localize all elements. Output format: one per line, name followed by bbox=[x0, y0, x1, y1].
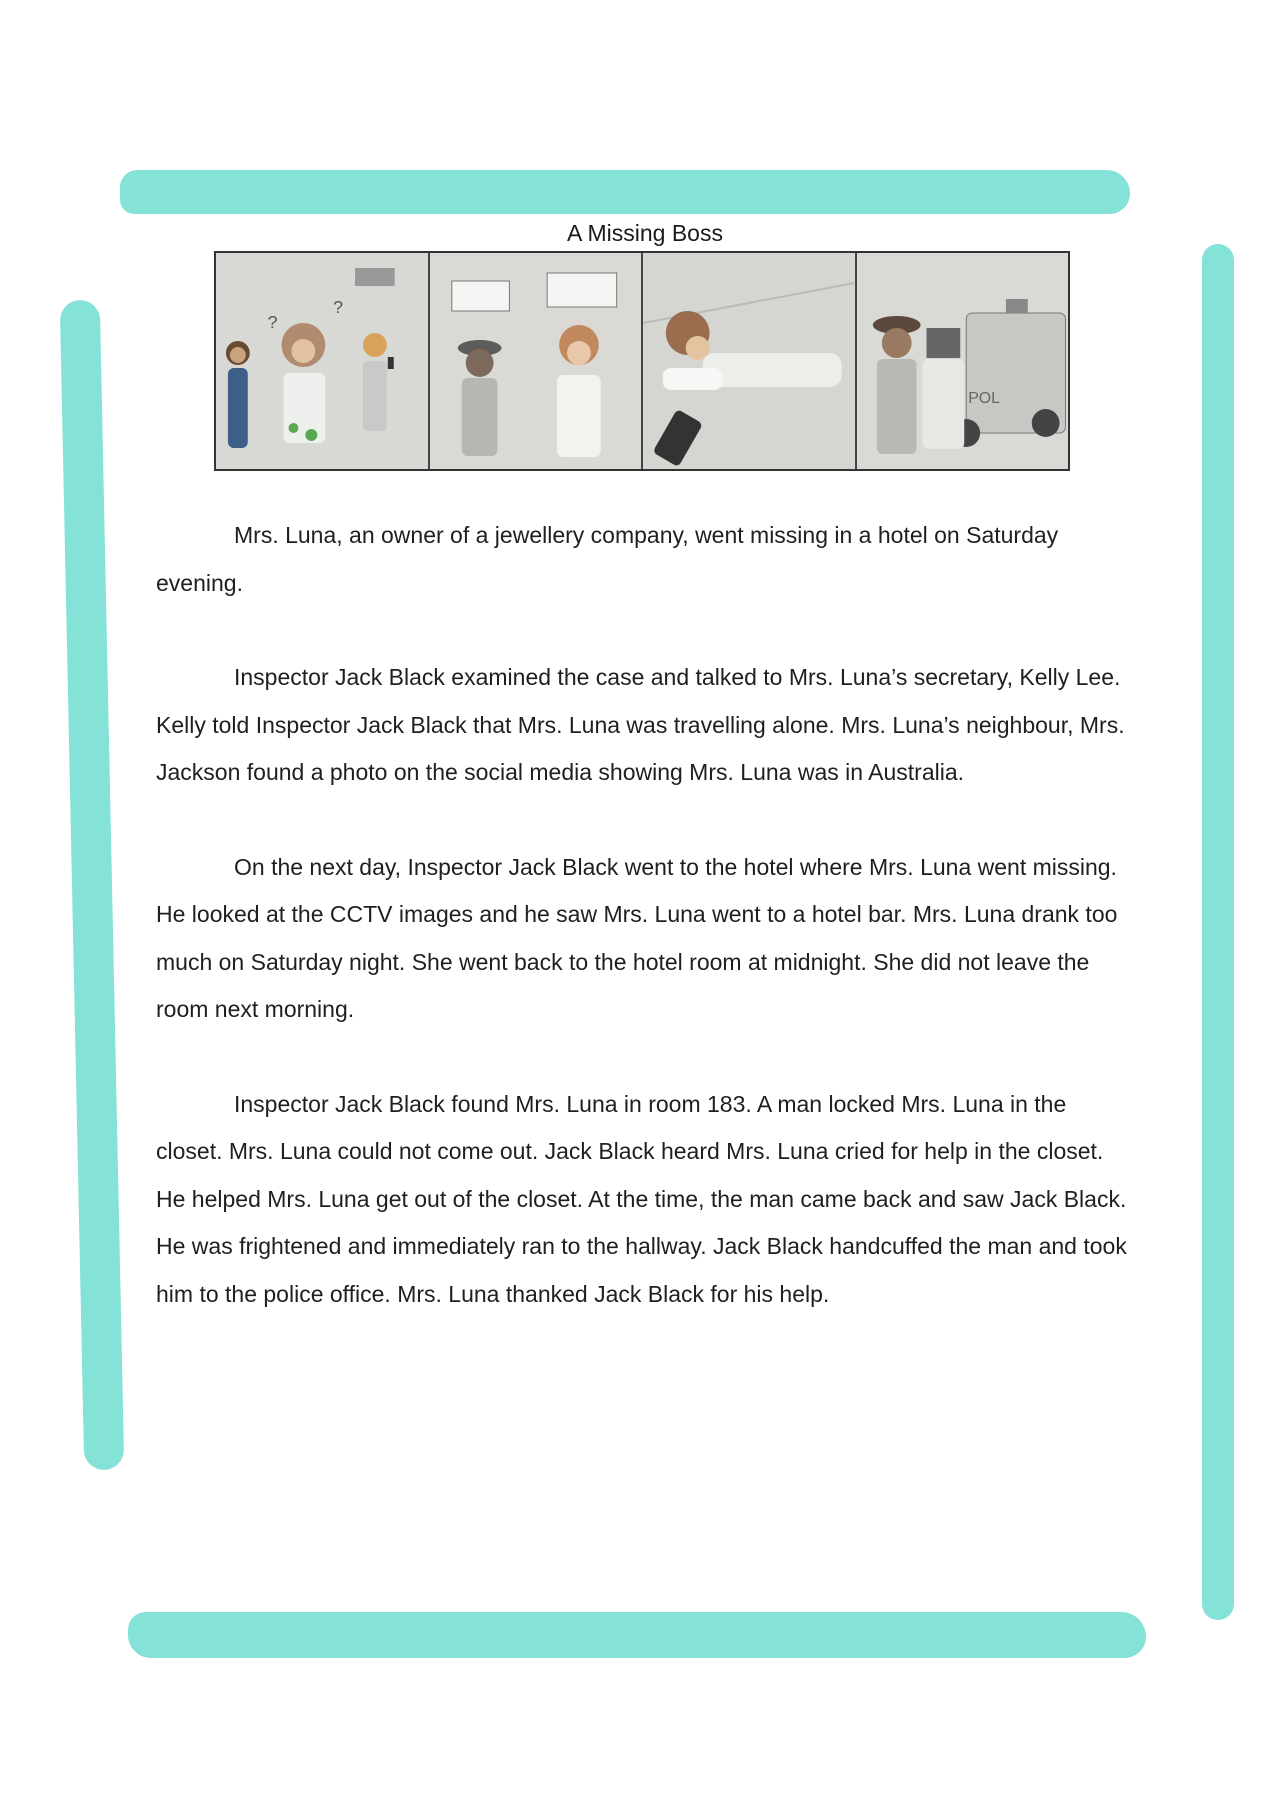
story-body bbox=[156, 512, 1136, 1365]
comic-strip bbox=[214, 251, 1070, 471]
story-paragraph: Inspector Jack Black found Mrs. Luna in room 183. A man locked Mrs. Luna in the closet. Mrs. Luna could not come out. Jack Black heard Mrs. Luna cried for help in the closet. He helped Mrs. Luna get out of the closet. At the time, the man came back and saw Jack Black. He was frightened and immediately ran to the hallway. Jack Black handcuffed the man and took him to the police office. Mrs. Luna thanked Jack Black for his help. bbox=[156, 1090, 1127, 1307]
man-icon bbox=[922, 328, 964, 449]
secretary-icon bbox=[557, 325, 601, 457]
decorative-brush-left bbox=[60, 300, 124, 1471]
svg-text:POL: POL bbox=[967, 389, 1000, 408]
story-title: A Missing Boss bbox=[567, 220, 723, 246]
decorative-brush-top bbox=[120, 170, 1130, 214]
story-paragraph: On the next day, Inspector Jack Black went to the hotel where Mrs. Luna went missing. He looked at the CCTV images and he saw Mrs. Luna went to a hotel bar. Mrs. Luna drank too much on Saturday night. She went back to the hotel room at midnight. She did not leave the room next morning. bbox=[156, 853, 1118, 1022]
story-paragraph: Inspector Jack Black examined the case and talked to Mrs. Luna’s secretary, Kelly Lee. Kelly told Inspector Jack Black that Mrs. Luna was travelling alone. Mrs. Luna’s neighbour, Mrs. Jackson found a photo on the social media showing Mrs. Luna was in Australia. bbox=[156, 664, 1125, 785]
question-mark-icon: ? bbox=[267, 311, 278, 333]
comic-panel-3 bbox=[643, 253, 857, 469]
decorative-brush-right bbox=[1202, 244, 1234, 1620]
comic-panel-1 bbox=[216, 253, 430, 469]
decorative-brush-bottom bbox=[128, 1612, 1146, 1658]
svg-text:?: ? bbox=[333, 296, 344, 318]
comic-panel-4 bbox=[857, 253, 1069, 469]
comic-panel-2 bbox=[430, 253, 644, 469]
curly-haired-girl-icon bbox=[282, 323, 326, 443]
story-paragraph: Mrs. Luna, an owner of a jewellery company, went missing in a hotel on Saturday evening. bbox=[156, 522, 1059, 596]
speech-bubble-icon bbox=[451, 281, 509, 311]
woman-icon bbox=[226, 341, 250, 448]
police-car-icon bbox=[952, 299, 1065, 447]
